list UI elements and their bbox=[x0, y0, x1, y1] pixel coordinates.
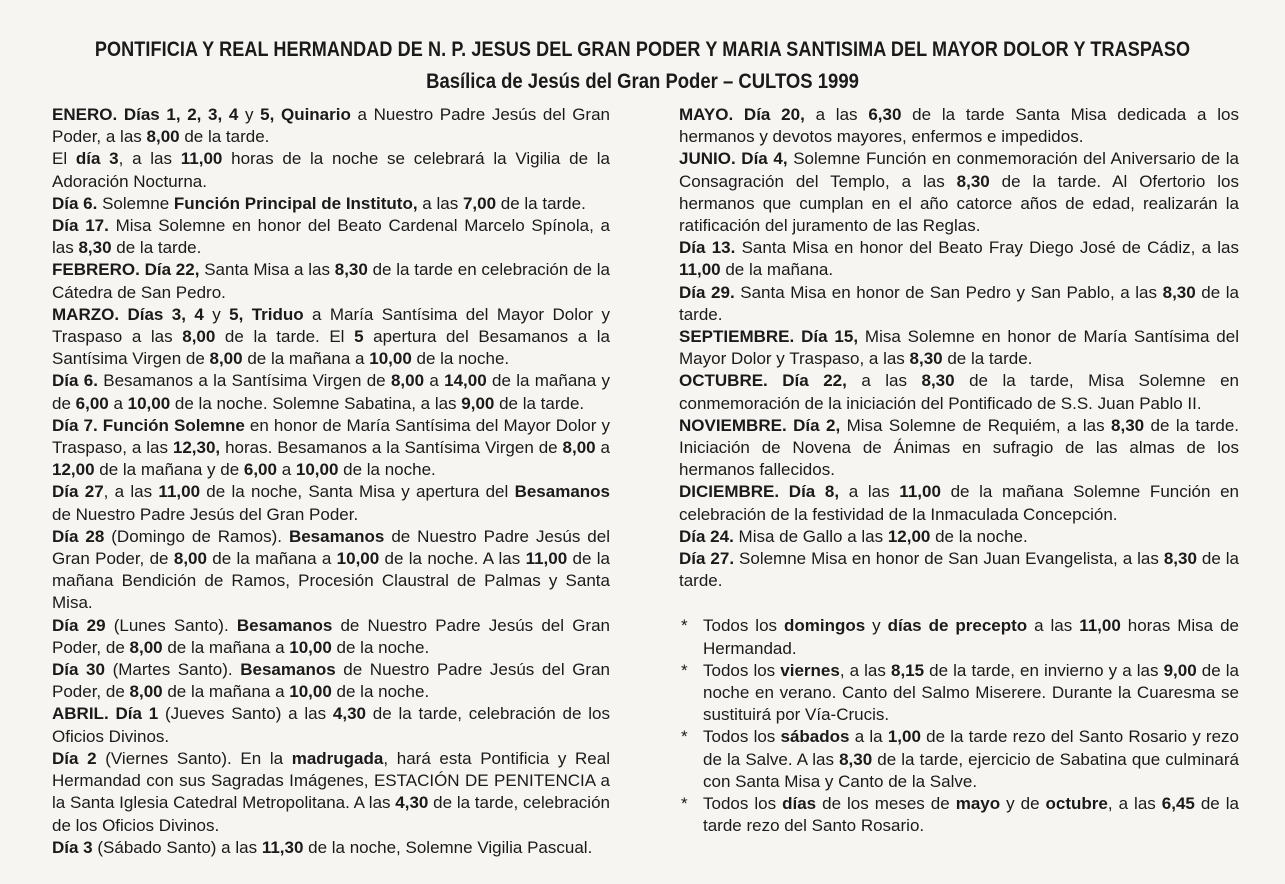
entry-enero-dia-3: El día 3, a las 11,00 horas de la noche se celebrará la Vigilia de la Adoración Nocturna. bbox=[52, 149, 610, 191]
entry-marzo-dia-27: Día 27, a las 11,00 de la noche, Santa Misa y apertura del Besamanos de Nuestro Padre Jesús del Gran Poder. bbox=[52, 482, 611, 524]
entry-marzo-dia-28: Día 28 (Domingo de Ramos). Besamanos de Nuestro Padre Jesús del Gran Poder, de 8,00 de la mañana a 10,00 de la noche. A las 11,00 de la mañana Bendición de Ramos, Procesión Claustral de Palmas y Santa Misa. bbox=[52, 526, 610, 613]
entry-marzo-dia-29: Día 29 (Lunes Santo). Besamanos de Nuestro Padre Jesús del Gran Poder, de 8,00 de la mañana a 10,00 de la noche. bbox=[52, 615, 611, 657]
entry-marzo-dia-30: Día 30 (Martes Santo). Besamanos de Nuestro Padre Jesús del Gran Poder, de 8,00 de la mañana a 10,00 de la noche. bbox=[52, 660, 610, 702]
entry-enero-dia-6: Día 6. Solemne Función Principal de Instituto, a las 7,00 de la tarde. bbox=[52, 193, 586, 213]
entry-marzo-dia-6: Día 6. Besamanos a la Santísima Virgen de 8,00 a 14,00 de la mañana y de 6,00 a 10,00 de la noche. Solemne Sabatina, a las 9,00 de la tarde. bbox=[52, 371, 611, 413]
note-sabados: * Todos los sábados a la 1,00 de la tarde rezo del Santo Rosario y rezo de la Salve. A las 8,30 de la tarde, ejercicio de Sabatina que culminará con Santa Misa y Canto de la Salve. bbox=[681, 727, 1239, 791]
note-mayo-octubre: * Todos los días de los meses de mayo y de octubre, a las 6,45 de la tarde rezo del Santo Rosario. bbox=[681, 794, 1239, 836]
note-viernes: * Todos los viernes, a las 8,15 de la tarde, en invierno y a las 9,00 de la noche en verano. Canto del Salmo Miserere. Durante la Cuaresma se sustituirá por Vía-Crucis. bbox=[681, 660, 1239, 725]
asterisk-icon: * bbox=[681, 727, 688, 747]
entry-abril-dia-2: Día 2 (Viernes Santo). En la madrugada, hará esta Pontificia y Real Hermandad con sus Sagradas Imágenes, ESTACIÓN DE PENITENCIA a la Santa Iglesia Catedral Metropolitana. A las 4,30 de la tarde, celebración de los Oficios Divinos. bbox=[52, 748, 610, 835]
entry-septiembre: SEPTIEMBRE. Día 15, Misa Solemne en honor de María Santísima del Mayor Dolor y Traspaso, a las 8,30 de la tarde. bbox=[679, 327, 1239, 369]
entry-junio-dia-29: Día 29. Santa Misa en honor de San Pedro y San Pablo, a las 8,30 de la tarde. bbox=[679, 282, 1240, 324]
entry-mayo: MAYO. Día 20, a las 6,30 de la tarde Santa Misa dedicada a los hermanos y devotos mayores, enfermos e impedidos. bbox=[679, 105, 1239, 147]
entry-octubre: OCTUBRE. Día 22, a las 8,30 de la tarde, Misa Solemne en conmemoración de la iniciación del Pontificado de S.S. Juan Pablo II. bbox=[679, 371, 1239, 413]
entry-junio-dia-13: Día 13. Santa Misa en honor del Beato Fray Diego José de Cádiz, a las 11,00 de la mañana. bbox=[679, 238, 1240, 280]
left-column bbox=[52, 104, 610, 859]
entry-marzo-dia-7: Día 7. Función Solemne en honor de María Santísima del Mayor Dolor y Traspaso, a las 12,30, horas. Besamanos a la Santísima Virgen de 8,00 a 12,00 de la mañana y de 6,00 a 10,00 de la noche. bbox=[52, 415, 610, 480]
entry-enero-dia-17: Día 17. Misa Solemne en honor del Beato Cardenal Marcelo Spínola, a las 8,30 de la tarde. bbox=[52, 216, 610, 258]
entry-noviembre: NOVIEMBRE. Día 2, Misa Solemne de Requiém, a las 8,30 de la tarde. Iniciación de Novena de Ánimas en sufragio de las almas de los hermanos fallecidos. bbox=[679, 415, 1240, 480]
asterisk-icon: * bbox=[681, 660, 688, 680]
notes-list bbox=[679, 615, 1239, 837]
entry-abril-dia-3: Día 3 (Sábado Santo) a las 11,30 de la noche, Solemne Vigilia Pascual. bbox=[52, 837, 593, 857]
right-column bbox=[679, 104, 1239, 838]
entry-enero: ENERO. Días 1, 2, 3, 4 y 5, Quinario a Nuestro Padre Jesús del Gran Poder, a las 8,00 de la tarde. bbox=[52, 105, 611, 147]
note-domingos: * Todos los domingos y días de precepto a las 11,00 horas Misa de Hermandad. bbox=[681, 616, 1239, 658]
entry-diciembre-dia-24: Día 24. Misa de Gallo a las 12,00 de la noche. bbox=[679, 526, 1028, 546]
entry-diciembre-dia-27: Día 27. Solemne Misa en honor de San Juan Evangelista, a las 8,30 de la tarde. bbox=[679, 549, 1240, 591]
asterisk-icon: * bbox=[681, 794, 688, 814]
entry-diciembre: DICIEMBRE. Día 8, a las 11,00 de la mañana Solemne Función en celebración de la festividad de la Inmaculada Concepción. bbox=[679, 482, 1239, 524]
asterisk-icon: * bbox=[681, 616, 688, 636]
entry-abril: ABRIL. Día 1 (Jueves Santo) a las 4,30 de la tarde, celebración de los Oficios Divinos. bbox=[52, 704, 610, 746]
document-subtitle: Basílica de Jesús del Gran Poder – CULTOS 1999 bbox=[426, 70, 859, 93]
document-title: PONTIFICIA Y REAL HERMANDAD DE N. P. JESUS DEL GRAN PODER Y MARIA SANTISIMA DEL MAYOR DOLOR Y TRASPASO bbox=[94, 38, 1191, 61]
entry-febrero: FEBRERO. Día 22, Santa Misa a las 8,30 de la tarde en celebración de la Cátedra de San Pedro. bbox=[52, 260, 610, 302]
entry-junio: JUNIO. Día 4, Solemne Función en conmemoración del Aniversario de la Consagración del Templo, a las 8,30 de la tarde. Al Ofertorio los hermanos que cumplan en el año catorce años de edad, realizarán la ratificación del juramento de las Reglas. bbox=[679, 149, 1239, 236]
entry-marzo: MARZO. Días 3, 4 y 5, Triduo a María Santísima del Mayor Dolor y Traspaso a las 8,00 de la tarde. El 5 apertura del Besamanos a la Santísima Virgen de 8,00 de la mañana a 10,00 de la noche. bbox=[52, 304, 610, 369]
